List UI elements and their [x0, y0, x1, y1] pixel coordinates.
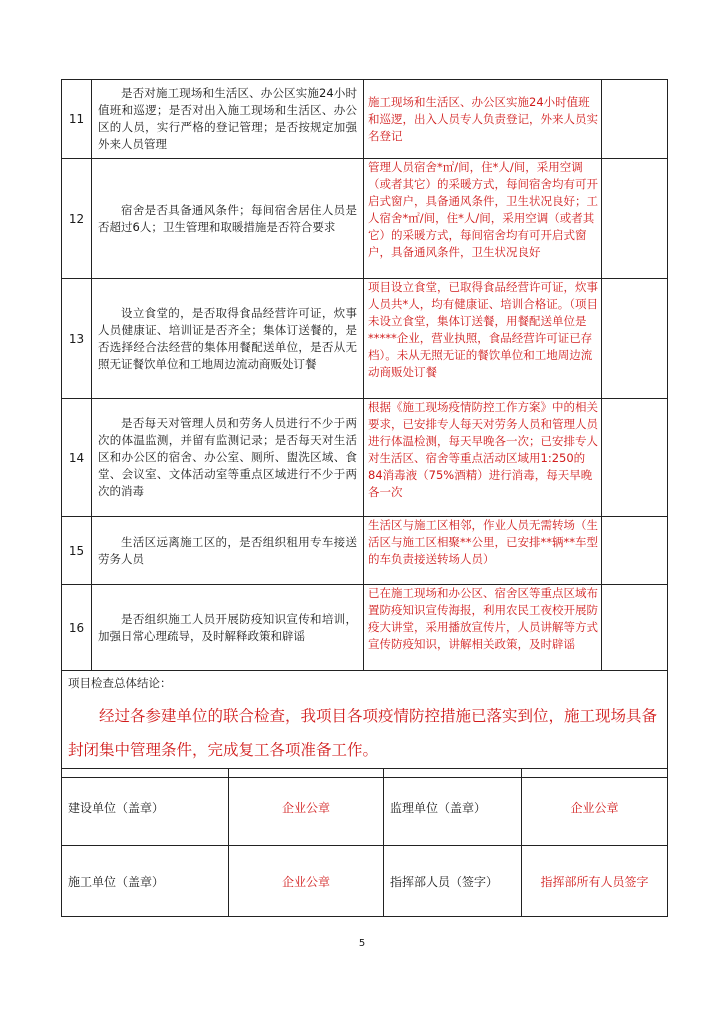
remark-cell [602, 159, 668, 279]
table-row [62, 279, 668, 399]
page-number: 5 [358, 938, 366, 949]
row-number: 16 [62, 585, 92, 671]
inspection-table [61, 79, 668, 778]
table-row [62, 517, 668, 585]
conclusion-cell [62, 671, 668, 778]
check-result: 项目设立食堂，已取得食品经营许可证，炊事人员共*人，均有健康证、培训合格证。（项目未设立食堂，集体订送餐，用餐配送单位是*****企业，营业执照，食品经营许可证已存档）。未从无照无证的餐饮单位和工地周边流动商贩处订餐 [364, 279, 602, 399]
supervision-unit-seal: 企业公章 [522, 769, 668, 846]
conclusion-row [62, 671, 668, 778]
check-item: 是否对施工现场和生活区、办公区实施24小时值班和巡逻；是否对出入施工现场和生活区、办公区的人员，实行严格的登记管理；是否按规定加强外来人员管理 [92, 80, 364, 159]
remark-cell [602, 399, 668, 517]
row-number: 11 [62, 80, 92, 159]
remark-cell [602, 517, 668, 585]
signature-row [62, 846, 668, 917]
row-number: 15 [62, 517, 92, 585]
signature-row [62, 769, 668, 846]
construction-unit-label: 建设单位（盖章） [62, 769, 229, 846]
table-row [62, 80, 668, 159]
contractor-unit-seal: 企业公章 [229, 846, 384, 917]
remark-cell [602, 279, 668, 399]
remark-cell [602, 585, 668, 671]
check-result: 施工现场和生活区、办公区实施24小时值班和巡逻，出入人员专人负责登记，外来人员实名登记 [364, 80, 602, 159]
conclusion-text: 经过各参建单位的联合检查，我项目各项疫情防控措施已落实到位，施工现场具备封闭集中管理条件，完成复工各项准备工作。 [68, 707, 658, 759]
check-result: 根据《施工现场疫情防控工作方案》中的相关要求，已安排专人每天对劳务人员和管理人员进行体温检测，每天早晚各一次；已安排专人对生活区、宿舍等重点活动区域用1:250的84消毒液（75%酒精）进行消毒，每天早晚各一次 [364, 399, 602, 517]
row-number: 14 [62, 399, 92, 517]
row-number: 13 [62, 279, 92, 399]
check-result: 已在施工现场和办公区、宿舍区等重点区域布置防疫知识宣传海报，利用农民工夜校开展防疫大讲堂，采用播放宣传片，人员讲解等方式宣传防疫知识，讲解相关政策，及时辟谣 [364, 585, 602, 671]
check-result: 生活区与施工区相邻，作业人员无需转场（生活区与施工区相聚**公里，已安排**辆**车型的车负责接送转场人员） [364, 517, 602, 585]
supervision-unit-label: 监理单位（盖章） [384, 769, 522, 846]
check-result: 管理人员宿舍*㎡/间，住*人/间，采用空调（或者其它）的采暖方式，每间宿舍均有可开启式窗户，具备通风条件，卫生状况良好；工人宿舍*㎡/间，住*人/间，采用空调（或者其它）的采暖方式，每间宿舍均有可开启式窗户，具备通风条件，卫生状况良好 [364, 159, 602, 279]
check-item: 宿舍是否具备通风条件；每间宿舍居住人员是否超过6人；卫生管理和取暖措施是否符合要求 [92, 159, 364, 279]
command-staff-signature: 指挥部所有人员签字 [522, 846, 668, 917]
check-item: 生活区远离施工区的，是否组织租用专车接送劳务人员 [92, 517, 364, 585]
construction-unit-seal: 企业公章 [229, 769, 384, 846]
table-row [62, 159, 668, 279]
row-number: 12 [62, 159, 92, 279]
table-row [62, 585, 668, 671]
check-item: 设立食堂的，是否取得食品经营许可证，炊事人员健康证、培训证是否齐全；集体订送餐的，是否选择经合法经营的集体用餐配送单位，是否从无照无证餐饮单位和工地周边流动商贩处订餐 [92, 279, 364, 399]
contractor-unit-label: 施工单位（盖章） [62, 846, 229, 917]
signature-table [61, 768, 668, 917]
conclusion-label: 项目检查总体结论： [68, 676, 172, 690]
check-item: 是否每天对管理人员和劳务人员进行不少于两次的体温监测，并留有监测记录；是否每天对生活区和办公区的宿舍、办公室、厕所、盥洗区域、食堂、会议室、文体活动室等重点区域进行不少于两次的消毒 [92, 399, 364, 517]
remark-cell [602, 80, 668, 159]
command-staff-label: 指挥部人员（签字） [384, 846, 522, 917]
check-item: 是否组织施工人员开展防疫知识宣传和培训，加强日常心理疏导，及时解释政策和辟谣 [92, 585, 364, 671]
table-row [62, 399, 668, 517]
